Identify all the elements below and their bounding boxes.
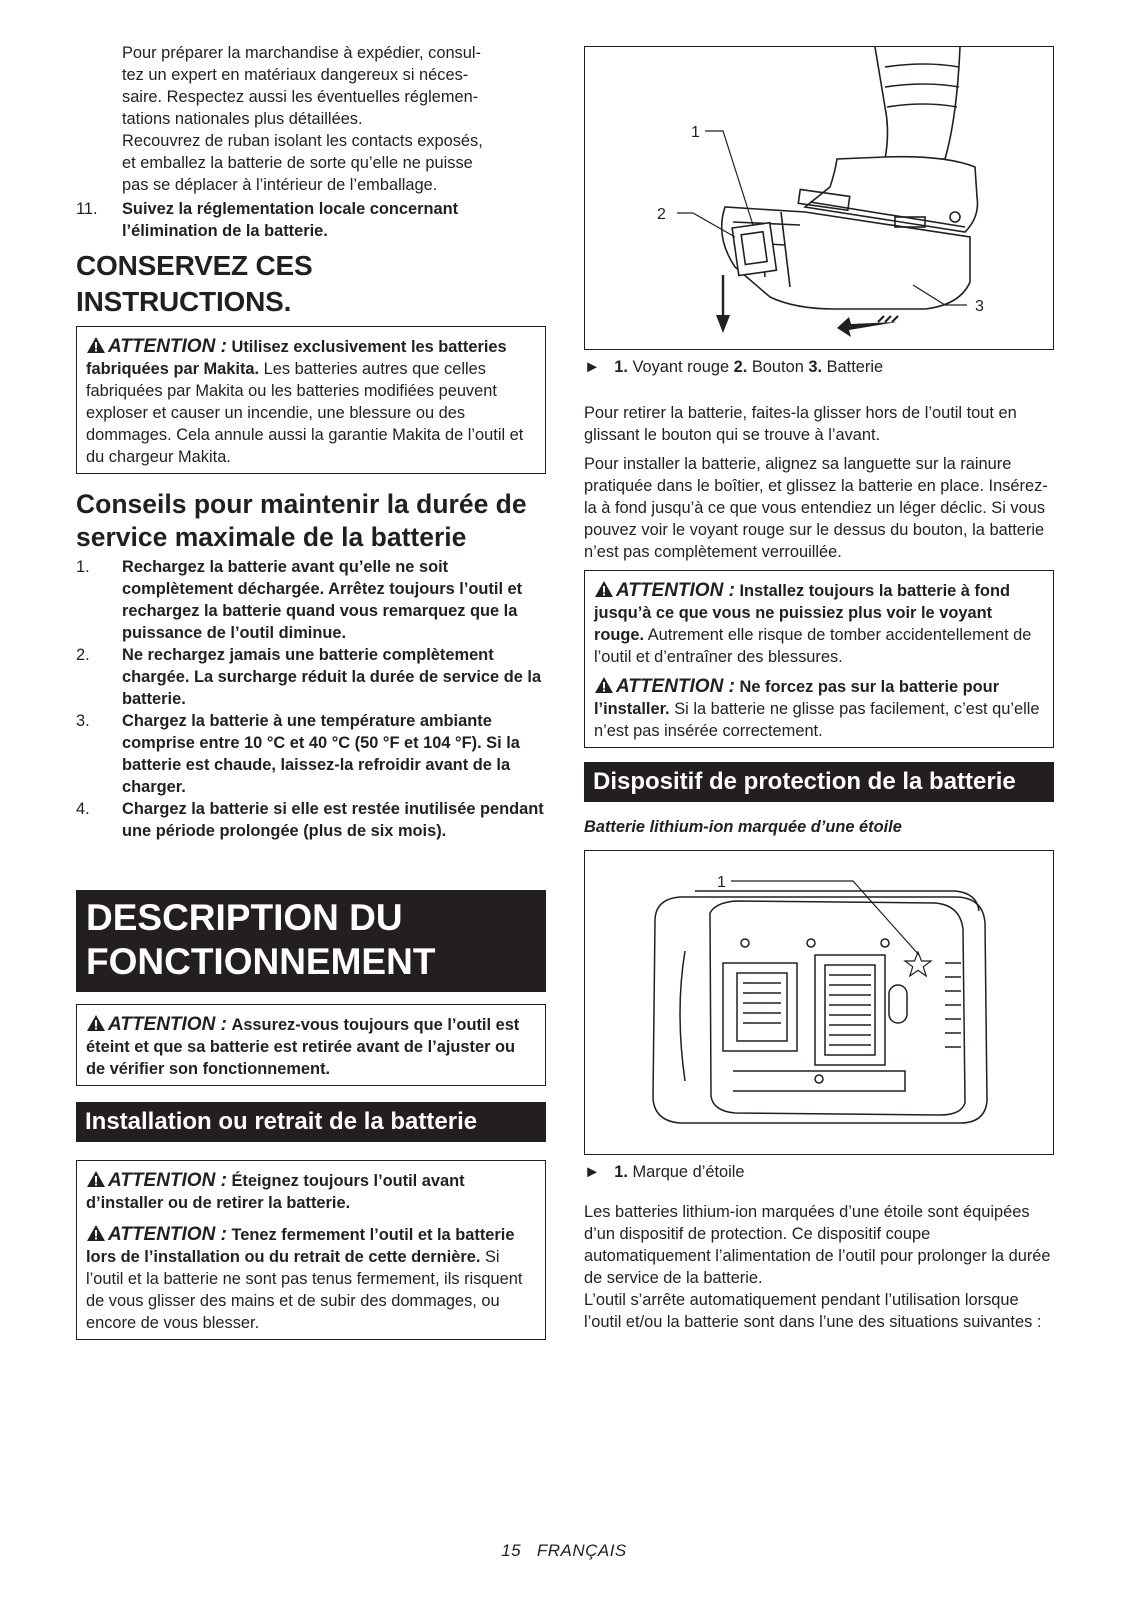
intro-line: tez un expert en matériaux dangereux si néces- (122, 66, 469, 84)
attention-label: ATTENTION : (86, 334, 227, 358)
attention-label: ATTENTION : (86, 1012, 227, 1036)
figure-battery-removal (584, 46, 1054, 350)
attention-bold-text: Assurez-vous toujours que l’outil est éteint et que sa batterie est retirée avant de l’ajuster ou de vérifier son fonctionnement. (86, 1016, 520, 1078)
attention-bold-text: Utilisez exclusivement les batteries fabriquées par Makita. (86, 338, 507, 378)
attention-box-eteint (76, 1004, 546, 1086)
battery-removal-illustration (585, 47, 1053, 349)
attention-text: Autrement elle risque de tomber accidentellement de l’outil et d’entraîner des blessures. (594, 626, 1032, 666)
attention-label: ATTENTION : (86, 1222, 227, 1246)
warning-triangle-icon (594, 580, 614, 598)
intro-paragraph (76, 42, 546, 196)
footer-language: FRANÇAIS (536, 1541, 627, 1560)
figure-star-battery (584, 850, 1054, 1155)
warning-triangle-icon (86, 1224, 106, 1242)
attention-label: ATTENTION : (594, 674, 735, 698)
star-battery-illustration (585, 851, 1053, 1154)
list-item: 1. Rechargez la batterie avant qu’elle ne soit complètement déchargée. Arrêtez toujours l’outil et rechargez la batterie quand vous remarquez que la puissance de l’outil diminue. (76, 558, 523, 642)
installation-heading: Installation ou retrait de la batterie (76, 1102, 546, 1142)
left-column (76, 42, 546, 1354)
page-number: 15 (501, 1541, 522, 1560)
intro-line: saire. Respectez aussi les éventuelles réglemen- (122, 88, 479, 106)
attention-label: ATTENTION : (86, 1168, 227, 1192)
attention-item (86, 1222, 537, 1334)
attention-bold-text: Éteignez toujours l’outil avant d’installer ou de retirer la batterie. (86, 1172, 465, 1212)
intro-line: Pour préparer la marchandise à expédier, consul- (122, 44, 481, 62)
warning-triangle-icon (594, 676, 614, 694)
callout-label: 1 (717, 874, 726, 891)
list-item: 2. Ne rechargez jamais une batterie complètement chargée. La surcharge réduit la durée de service de la batterie. (76, 646, 542, 708)
intro-line: tations nationales plus détaillées. (122, 110, 363, 128)
installer-paragraph: Pour installer la batterie, alignez sa languette sur la rainure pratiquée dans le boîtier, et glissez la batterie en place. Insérez-la à fond jusqu’à ce que vous entendiez un léger déclic. Si vous pouvez voir le voyant rouge sur le dessus du bouton, la batterie n’est pas complètement verrouillée. (584, 455, 1048, 561)
page-footer (0, 1540, 1128, 1562)
figure-caption: ► 1. Marque d’étoile (584, 1163, 745, 1181)
warning-triangle-icon (86, 1014, 106, 1032)
list-item: 4. Chargez la batterie si elle est restée inutilisée pendant une période prolongée (plus de six mois). (76, 800, 544, 840)
list-item: 3. Chargez la batterie à une température ambiante comprise entre 10 °C et 40 °C (50 °F et 104 °F). Si la batterie est chaude, laissez-la refroidir avant de la charger. (76, 712, 520, 796)
attention-bold-text: Installez toujours la batterie à fond jusqu’à ce que vous ne puissiez plus voir le voyant rouge. (594, 582, 1010, 644)
warning-triangle-icon (86, 336, 106, 354)
figure-caption: ► 1. Voyant rouge 2. Bouton 3. Batterie (584, 358, 884, 376)
right-column (584, 46, 1054, 1333)
callout-label: 1 (691, 124, 700, 141)
attention-box-installer (76, 1160, 546, 1340)
intro-line: Recouvrez de ruban isolant les contacts exposés, (122, 132, 483, 150)
attention-box-fond (584, 570, 1054, 748)
attention-box-makita (76, 326, 546, 474)
lithium-subheading: Batterie lithium-ion marquée d’une étoile (584, 818, 902, 836)
list-number: 11. (76, 200, 98, 218)
attention-text: Si l’outil et la batterie ne sont pas tenus fermement, ils risquent de vous glisser des mains et de subir des dommages, ou encore de vous blesser. (86, 1248, 523, 1332)
callout-label: 2 (657, 206, 666, 223)
attention-item (86, 1168, 537, 1214)
dispositif-heading: Dispositif de protection de la batterie (584, 762, 1054, 802)
attention-bold-text: Ne forcez pas sur la batterie pour l’installer. (594, 678, 1000, 718)
attention-text: Si la batterie ne glisse pas facilement, c’est qu’elle n’est pas insérée correctement. (594, 700, 1040, 740)
attention-label: ATTENTION : (594, 578, 735, 602)
callout-label: 3 (975, 298, 984, 315)
conservez-heading: CONSERVEZ CES INSTRUCTIONS. (76, 250, 313, 317)
retirer-paragraph: Pour retirer la batterie, faites-la glisser hors de l’outil tout en glissant le bouton qui se trouve à l’avant. (584, 404, 1017, 444)
list-text: Suivez la réglementation locale concernant l’élimination de la batterie. (122, 200, 459, 240)
intro-line: et emballez la batterie de sorte qu’elle ne puisse (122, 154, 473, 172)
warning-triangle-icon (86, 1170, 106, 1188)
lithium-paragraph-1: Les batteries lithium-ion marquées d’une étoile sont équipées d’un dispositif de protection. Ce dispositif coupe automatiquement l’alimentation de l’outil pour prolonger la durée de service de la batterie. (584, 1203, 1051, 1287)
attention-item (594, 674, 1045, 742)
list-item-11 (76, 198, 546, 242)
attention-text: Les batteries autres que celles fabriquées par Makita ou les batteries modifiées peuvent exploser et causer un incendie, une blessure ou des dommages. Cela annule aussi la garantie Makita de l’outil et du chargeur Makita. (86, 360, 524, 466)
attention-item (594, 578, 1045, 668)
conseils-heading: Conseils pour maintenir la durée de service maximale de la batterie (76, 489, 527, 552)
attention-bold-text: Tenez fermement l’outil et la batterie lors de l’installation ou du retrait de cette dernière. (86, 1226, 515, 1266)
conseils-list (76, 556, 546, 842)
intro-line: pas se déplacer à l’intérieur de l’emballage. (122, 176, 438, 194)
lithium-paragraph-2: L’outil s’arrête automatiquement pendant l’utilisation lorsque l’outil et/ou la batterie sont dans l’une des situations suivantes : (584, 1291, 1042, 1331)
description-heading: DESCRIPTION DU FONCTIONNEMENT (76, 890, 546, 992)
